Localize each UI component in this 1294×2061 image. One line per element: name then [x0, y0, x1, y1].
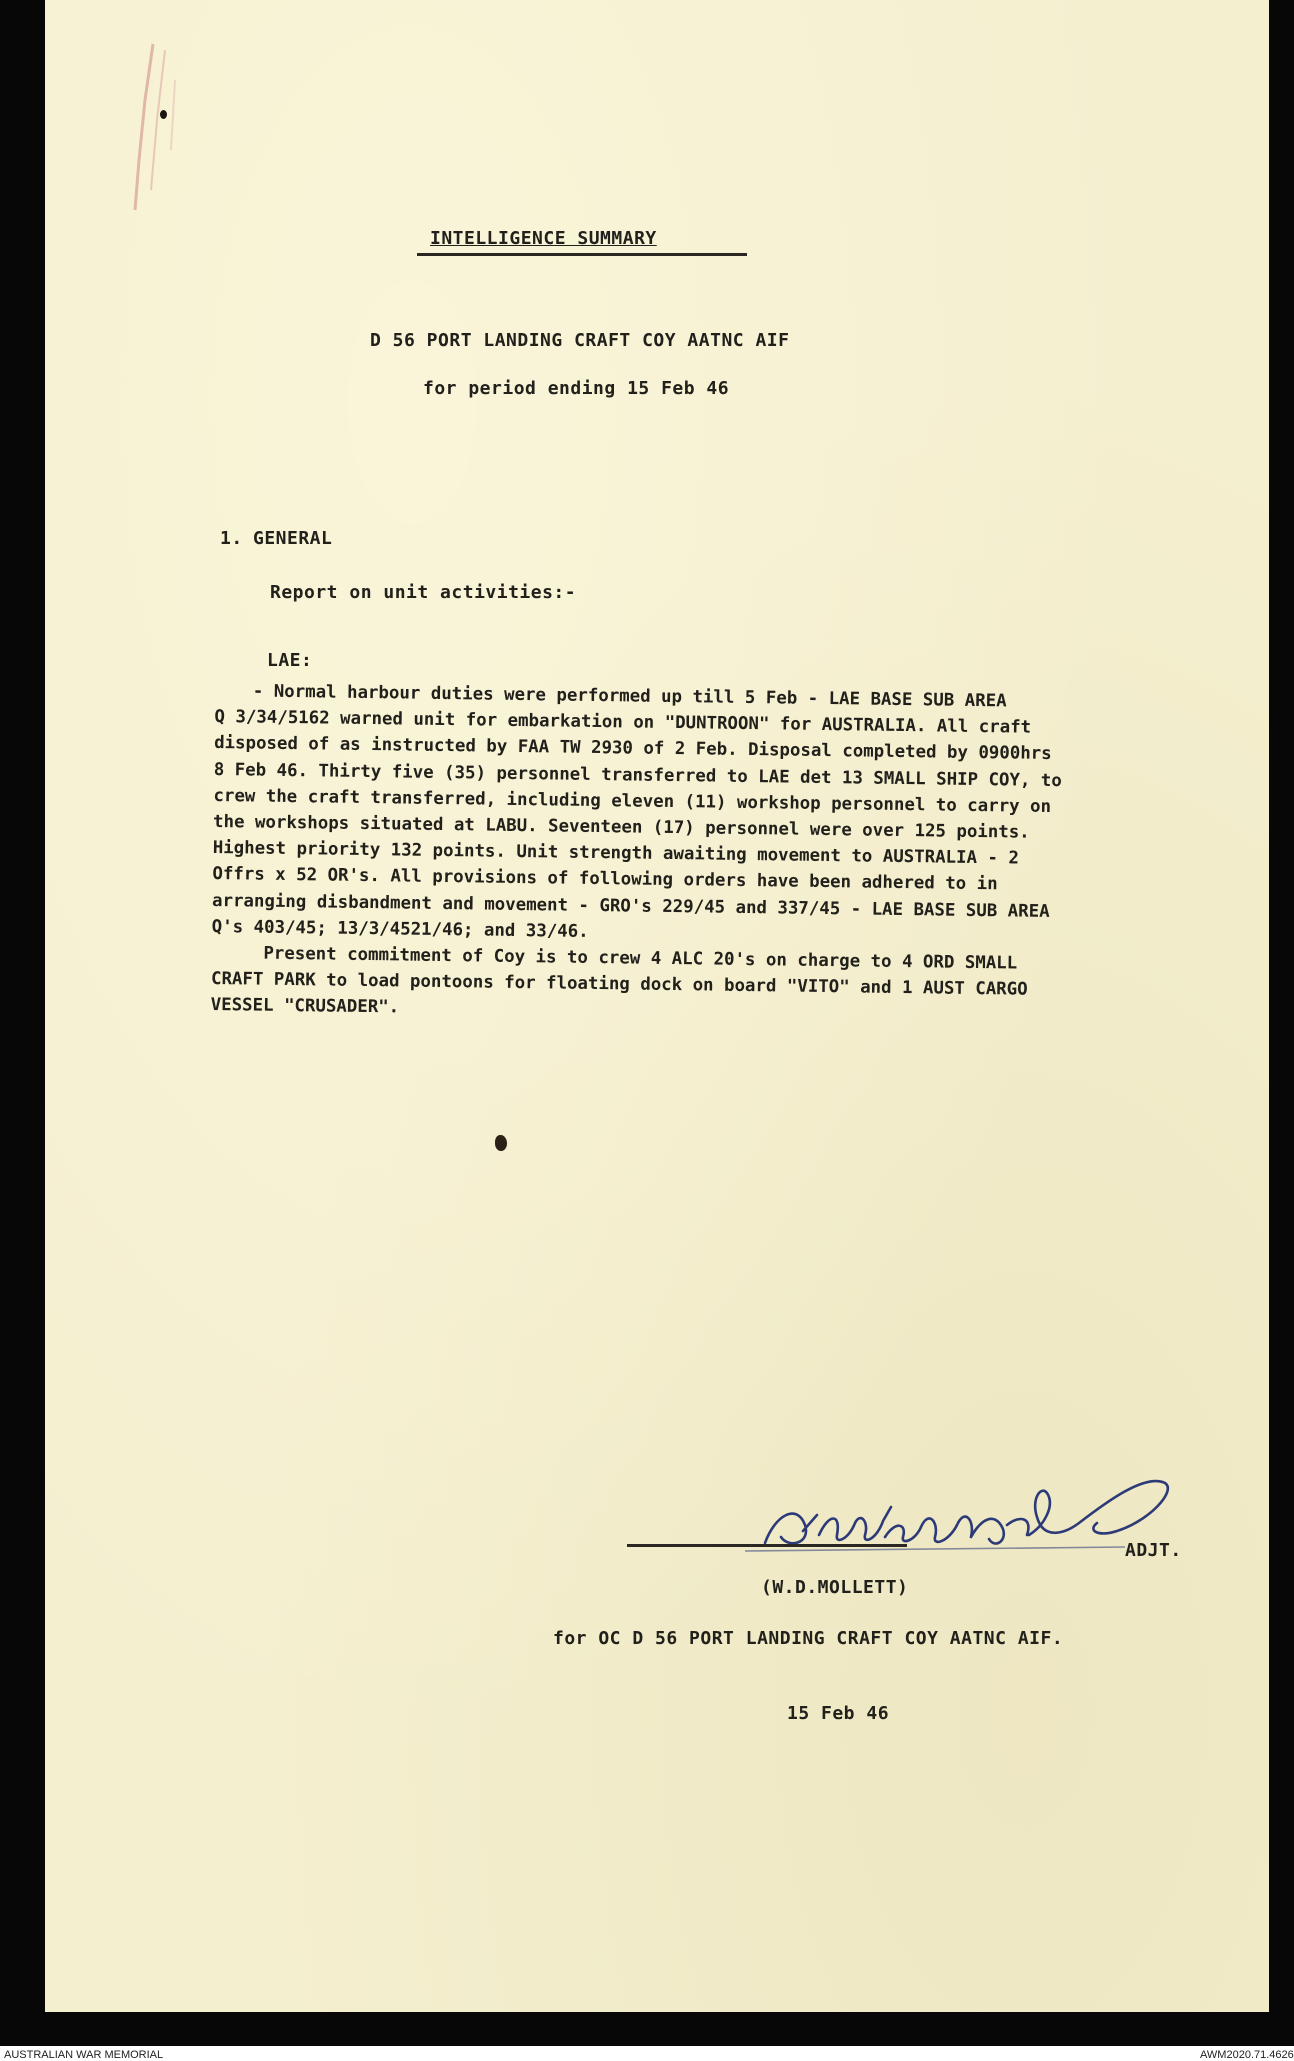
on-behalf-of: for OC D 56 PORT LANDING CRAFT COY AATNC AIF. — [553, 1628, 1064, 1649]
title-underline — [417, 253, 747, 256]
ink-spot — [495, 1135, 507, 1151]
paragraph-line: 8 Feb 46. Thirty five (35) personnel transferred to LAE det 13 SMALL SHIP COY, to — [213, 759, 1062, 791]
footer-accession-number: AWM2020.71.4626 — [1200, 2049, 1294, 2061]
paragraph-line: Highest priority 132 points. Unit strength awaiting movement to AUSTRALIA - 2 — [212, 838, 1020, 869]
section-intro: Report on unit activities:- — [270, 582, 577, 603]
rust-fold-mark — [105, 40, 195, 220]
document-page — [45, 0, 1269, 2012]
paragraph-line: crew the craft transferred, including eleven (11) workshop personnel to carry on — [213, 785, 1052, 817]
section-title: GENERAL — [253, 528, 333, 549]
ink-dot — [160, 110, 167, 119]
paragraph-line: disposed of as instructed by FAA TW 2930 of 2 Feb. Disposal completed by 0900hrs — [214, 733, 1052, 765]
paragraph-line: - Normal harbour duties were performed up till 5 Feb - LAE BASE SUB AREA — [252, 681, 1007, 712]
document-title: INTELLIGENCE SUMMARY — [430, 228, 657, 249]
paragraph-line: arranging disbandment and movement - GRO's 229/45 and 337/45 - LAE BASE SUB AREA — [211, 890, 1050, 922]
document-date: 15 Feb 46 — [787, 1703, 890, 1724]
location-heading: LAE: — [267, 650, 313, 671]
paragraph-line: the workshops situated at LABU. Seventeen (17) personnel were over 125 points. — [212, 812, 1030, 843]
paragraph-line: Offrs x 52 OR's. All provisions of following orders have been adhered to in — [212, 864, 998, 895]
paragraph-line: CRAFT PARK to load pontoons for floating dock on board "VITO" and 1 AUST CARGO — [210, 969, 1028, 1000]
report-paragraph — [211, 678, 1215, 1032]
paragraph-line: Present commitment of Coy is to crew 4 ALC 20's on charge to 4 ORD SMALL — [263, 943, 1018, 974]
paragraph-line: VESSEL "CRUSADER". — [210, 995, 400, 1018]
unit-name: D 56 PORT LANDING CRAFT COY AATNC AIF — [370, 330, 790, 351]
signatory-role: ADJT. — [1125, 1540, 1182, 1561]
section-number: 1. — [220, 528, 243, 549]
report-period: for period ending 15 Feb 46 — [423, 378, 730, 399]
paragraph-line: Q 3/34/5162 warned unit for embarkation on "DUNTROON" for AUSTRALIA. All craft — [214, 707, 1032, 738]
footer-credit: AUSTRALIAN WAR MEMORIAL — [4, 2049, 164, 2061]
signature-line — [627, 1544, 907, 1547]
signatory-name: (W.D.MOLLETT) — [761, 1577, 909, 1598]
paragraph-line: Q's 403/45; 13/3/4521/46; and 33/46. — [211, 916, 589, 942]
